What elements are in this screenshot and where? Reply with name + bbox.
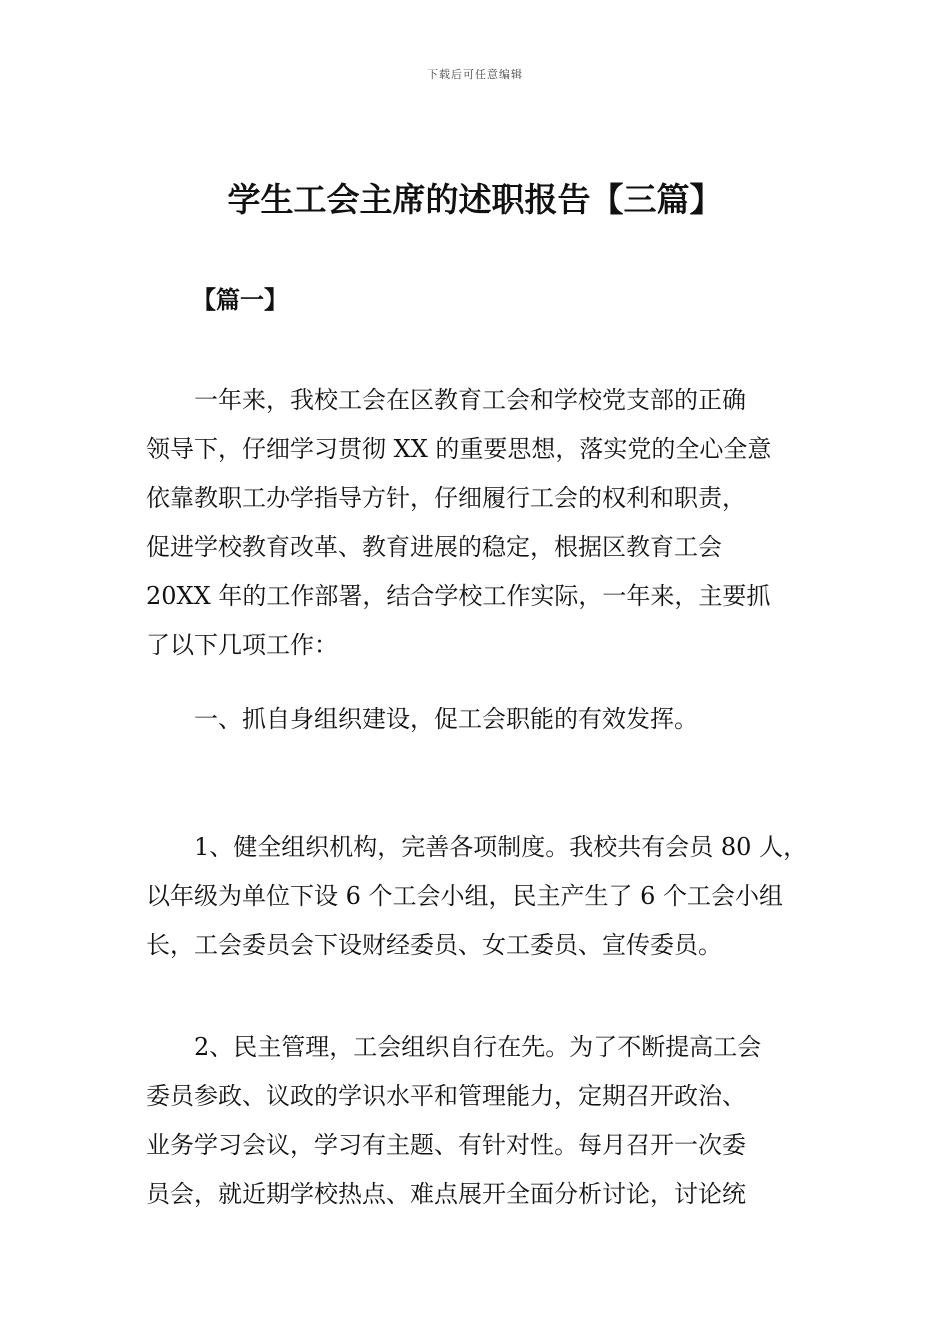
paragraph-1	[146, 376, 826, 670]
paragraph-line: 员会，就近期学校热点、难点展开全面分析讨论，讨论统	[146, 1180, 746, 1208]
paragraph-line: 领导下，仔细学习贯彻 XX 的重要思想，落实党的全心全意	[146, 435, 772, 463]
header-note: 下载后可任意编辑	[427, 68, 523, 81]
paragraph-line: 了以下几项工作：	[146, 631, 338, 659]
paragraph-4	[146, 1023, 826, 1219]
paragraph-line: 2、民主管理，工会组织自行在先。为了不断提高工会	[146, 1033, 762, 1061]
section-label: 【篇一】	[192, 286, 288, 314]
paragraph-3	[146, 823, 826, 970]
paragraph-line: 20XX 年的工作部署，结合学校工作实际，一年来，主要抓	[146, 582, 771, 610]
paragraph-2	[146, 695, 826, 744]
paragraph-line: 依靠教职工办学指导方针，仔细履行工会的权利和职责，	[146, 484, 746, 512]
paragraph-line: 委员参政、议政的学识水平和管理能力，定期召开政治、	[146, 1082, 746, 1110]
paragraph-line: 业务学习会议，学习有主题、有针对性。每月召开一次委	[146, 1131, 746, 1159]
paragraph-line: 1、健全组织机构，完善各项制度。我校共有会员 80 人，	[146, 833, 808, 861]
paragraph-line: 以年级为单位下设 6 个工会小组，民主产生了 6 个工会小组	[146, 882, 784, 910]
paragraph-line: 一、抓自身组织建设，促工会职能的有效发挥。	[146, 705, 698, 733]
document-title: 学生工会主席的述职报告【三篇】	[227, 180, 723, 219]
paragraph-line: 促进学校教育改革、教育进展的稳定，根据区教育工会	[146, 533, 722, 561]
paragraph-line: 长，工会委员会下设财经委员、女工委员、宣传委员。	[146, 931, 722, 959]
paragraph-line: 一年来，我校工会在区教育工会和学校党支部的正确	[146, 386, 746, 414]
